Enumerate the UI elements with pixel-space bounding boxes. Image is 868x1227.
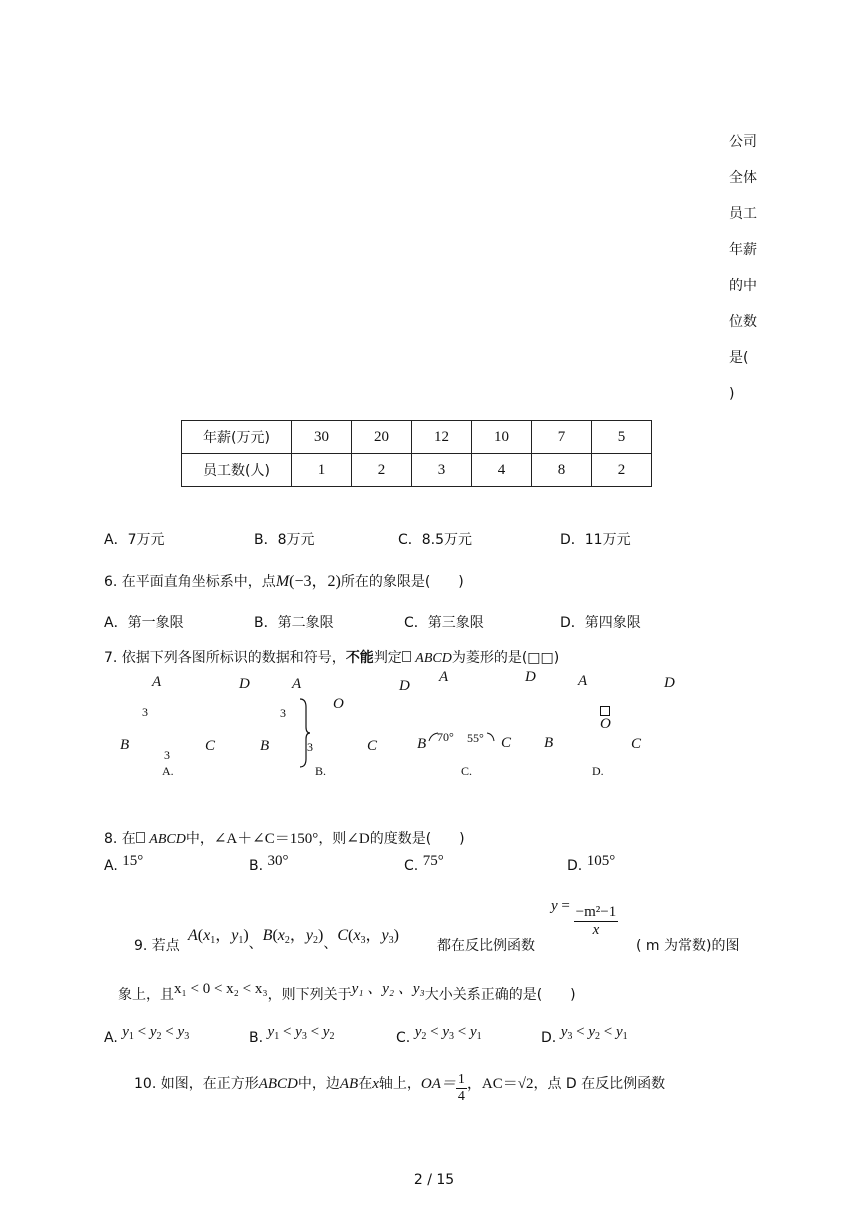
page-number: [0, 1172, 868, 1188]
side-question-line: 年薪: [729, 242, 757, 258]
separator: 、: [248, 936, 263, 952]
q8-mid: 中，: [185, 831, 214, 847]
option-letter: D.: [541, 1030, 557, 1046]
q8-option-c: [404, 853, 444, 875]
page-total: / 15: [427, 1172, 455, 1188]
q5-option-b: B．8万元: [254, 532, 315, 548]
q9-condition: x₁ < 0 < x₂ < x₃: [174, 981, 268, 997]
q5-option-d: D．11万元: [560, 532, 631, 548]
q9-line2-prefix: 象上，且: [118, 987, 174, 1003]
table-row: [182, 421, 652, 454]
side-question-line: 员工: [729, 206, 757, 222]
row-header-count: 员工数(人): [182, 454, 292, 487]
option-value: 105°: [586, 853, 616, 869]
table-cell: 20: [352, 421, 412, 454]
parallelogram-icon: [402, 651, 411, 662]
figD-caption: D.: [592, 764, 604, 778]
q10-frac-den: 4: [457, 1089, 465, 1104]
table-cell: 8: [532, 454, 592, 487]
table-cell: 1: [292, 454, 352, 487]
q8-angle: ∠D: [346, 831, 370, 847]
option-letter: C.: [396, 1030, 411, 1046]
q9-line2: [118, 983, 576, 1004]
parallelogram-icon: [136, 832, 145, 843]
figB-label-o: O: [333, 696, 344, 712]
q9-prefix: 9. 若点: [134, 938, 180, 954]
page-current: 2: [413, 1172, 423, 1188]
q6-option-d: D．第四象限: [560, 615, 641, 631]
q10-side: AB: [339, 1076, 359, 1092]
side-question-line: ): [729, 386, 735, 402]
q9-vars: y₁ 、y₂ 、y₃: [351, 981, 425, 997]
figA-label-b: B: [120, 737, 130, 753]
figB-caption: B.: [315, 764, 327, 778]
option-letter: B.: [249, 858, 264, 874]
figB-label-c: C: [367, 738, 378, 754]
q8-option-d: [567, 853, 616, 875]
table-cell: 3: [412, 454, 472, 487]
side-question-line: 是(: [729, 350, 749, 366]
q7-stem: [104, 647, 559, 667]
q7-shape: ABCD: [415, 651, 452, 666]
figC-angle-1: 70°: [437, 730, 454, 744]
q10-mid2: 在: [358, 1076, 373, 1092]
figD-label-o: O: [600, 716, 611, 732]
q10-ac: ，AC＝√2: [466, 1076, 534, 1092]
table-cell: 4: [472, 454, 532, 487]
q8-shape: ABCD: [149, 832, 186, 847]
q9-option-c: C. $y_2 < y_3 < y_1$: [396, 1024, 482, 1046]
table-row: [182, 454, 652, 487]
q10-square: ABCD: [258, 1076, 298, 1092]
option-value: 75°: [422, 853, 444, 869]
option-letter: D.: [567, 858, 583, 874]
q9-option-b: B. $y_1 < y_3 < y_2$: [249, 1024, 335, 1046]
q8-option-a: [104, 853, 144, 875]
table-cell: 2: [592, 454, 652, 487]
q10-stem: [134, 1072, 665, 1105]
q10-prefix: 10. 如图，在正方形: [134, 1076, 259, 1092]
q8-expr: ∠A＋∠C＝150°: [213, 831, 319, 847]
figA-caption: A.: [162, 764, 174, 778]
side-question-column: [729, 132, 769, 420]
figD-label-d: D: [664, 675, 675, 691]
figD-label-a: A: [578, 673, 588, 689]
side-question-line: 公司: [729, 134, 757, 150]
q5-option-c: C．8.5万元: [398, 532, 473, 548]
figC-label-b: B: [417, 736, 427, 752]
q10-suffix: ，点 D 在反比例函数: [533, 1076, 666, 1092]
figD-label-c: C: [631, 736, 642, 752]
q8-mid2: ，则: [318, 831, 347, 847]
figB-side-1: 3: [280, 706, 286, 720]
option-letter: A.: [104, 858, 118, 874]
q7-bold: 不能: [345, 650, 374, 666]
figC-label-c: C: [501, 735, 512, 751]
figC-label-a: A: [439, 669, 449, 685]
q10-mid3: 轴上，: [378, 1076, 421, 1092]
figA-label-c: C: [205, 738, 216, 754]
q8-stem: [104, 827, 465, 848]
q9-stem: [134, 905, 180, 954]
salary-table: [181, 420, 652, 487]
table-cell: 2: [352, 454, 412, 487]
q7-prefix: 7. 依据下列各图所标识的数据和符号，: [104, 650, 346, 666]
q10-oa: OA＝: [420, 1076, 456, 1092]
table-cell: 30: [292, 421, 352, 454]
figA-side-2: 3: [164, 748, 170, 762]
q9-paren: ( m 为常数)的图: [636, 938, 740, 954]
q6-option-b: B．第二象限: [254, 615, 334, 631]
q8-suffix: 的度数是( ): [369, 831, 465, 847]
q6-prefix: 6. 在平面直角坐标系中，点: [104, 574, 276, 590]
figA-label-a: A: [152, 674, 162, 690]
figC-angle-2: 55°: [467, 731, 484, 745]
side-question-line: 位数: [729, 314, 757, 330]
option-value: 15°: [122, 853, 144, 869]
figC-label-d: D: [525, 669, 536, 685]
table-cell: 12: [412, 421, 472, 454]
q10-frac-num: 1: [457, 1072, 465, 1087]
q8-option-b: [249, 853, 289, 875]
q9-line2-mid: ，则下列关于: [267, 987, 352, 1003]
q10-mid1: 中，边: [297, 1076, 340, 1092]
option-letter: C.: [404, 858, 419, 874]
q7-mid: 判定: [373, 650, 402, 666]
q6-option-a: A．第一象限: [104, 615, 184, 631]
right-angle-mark-icon: [600, 706, 610, 716]
q6-option-c: C．第三象限: [404, 615, 484, 631]
figB-side-2: 3: [307, 740, 313, 754]
q6-stem: [104, 568, 464, 591]
figC-caption: C.: [461, 764, 473, 778]
figB-label-b: B: [260, 738, 270, 754]
table-cell: 5: [592, 421, 652, 454]
q9-option-d: D. $y_3 < y_2 < y_1$: [541, 1024, 628, 1046]
figD-label-b: B: [544, 735, 554, 751]
table-cell: 7: [532, 421, 592, 454]
table-cell: 10: [472, 421, 532, 454]
q9-frac-den: x: [592, 922, 600, 938]
figA-side-1: 3: [142, 705, 148, 719]
figA-label-d: D: [239, 676, 250, 692]
q6-point: M: [275, 573, 290, 590]
angle-arc-icon: [486, 731, 496, 743]
side-question-line: 的中: [729, 278, 757, 294]
q10-axis: x: [372, 1076, 379, 1092]
q5-option-a: A．7万元: [104, 532, 165, 548]
q8-prefix: 8. 在: [104, 831, 136, 847]
figB-label-a: A: [292, 676, 302, 692]
q6-suffix: 所在的象限是( ): [340, 574, 464, 590]
row-header-salary: 年薪(万元): [182, 421, 292, 454]
q9-frac-num: −m²−1: [575, 904, 617, 920]
brace-icon: [297, 697, 311, 769]
q6-coords: (−3，2): [289, 573, 341, 590]
q9-points: $A(x_1$，$y_1$)、$B(x_2$，$y_2$)、$C(x_3$，$y_3$): [188, 927, 399, 952]
q7-suffix: 为菱形的是(□□): [451, 650, 560, 666]
q9-line2-suffix: 大小关系正确的是( ): [424, 987, 576, 1003]
q9-function: y = $\frac{\text{−m²−1}}{x}$: [551, 898, 617, 938]
option-letter: B.: [249, 1030, 264, 1046]
q9-option-a: A. $y_1 < y_2 < y_3$: [104, 1024, 190, 1046]
side-question-line: 全体: [729, 170, 757, 186]
option-letter: A.: [104, 1030, 118, 1046]
option-value: 30°: [267, 853, 289, 869]
separator: 、: [323, 936, 338, 952]
q9-mid: 都在反比例函数: [437, 938, 535, 954]
figB-label-d: D: [399, 678, 410, 694]
